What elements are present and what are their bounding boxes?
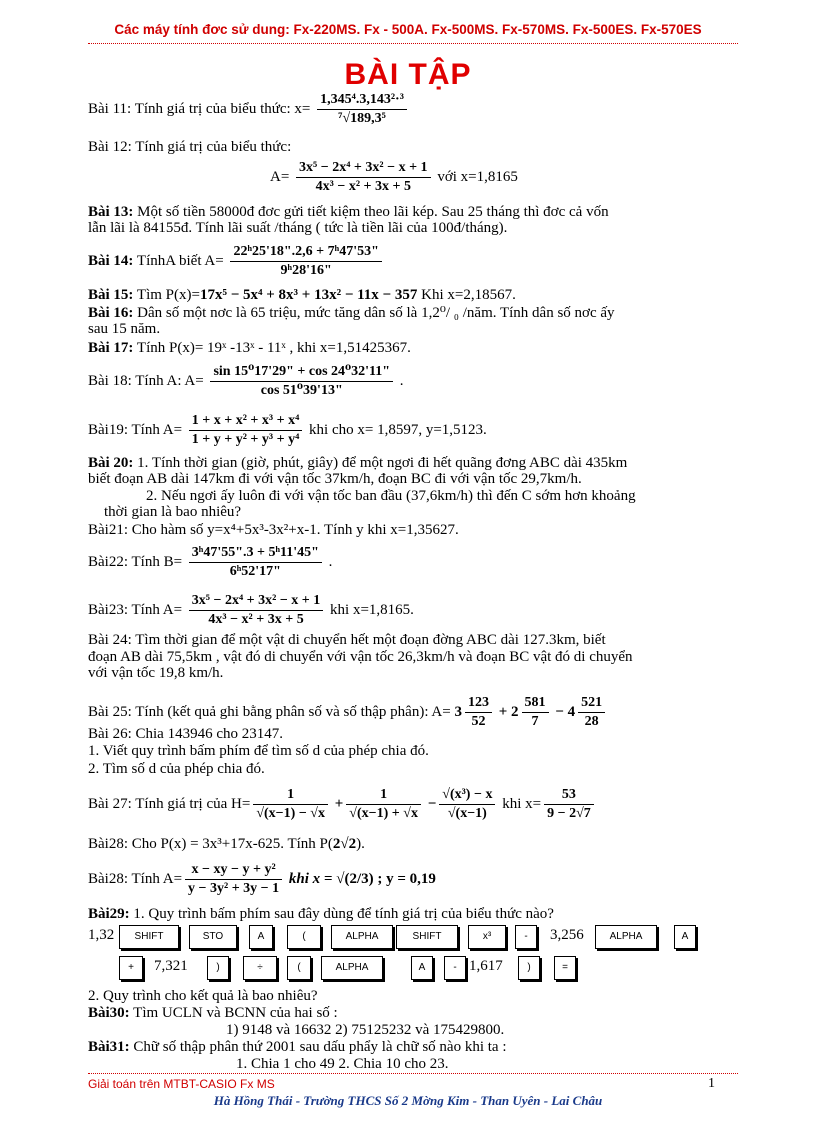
- minus-key[interactable]: -: [515, 925, 537, 949]
- fraction: $\frac{123}{52}$: [465, 695, 492, 730]
- problem-20-line4: thời gian là bao nhiêu?: [104, 504, 242, 520]
- problem-30-line2: 1) 9148 và 16632 2) 75125232 và 175429800.: [226, 1022, 505, 1038]
- problem-20-line2: biết đoạn AB dài 147km đi với vận tốc 37km/h, đoạn BC đi với vận tốc 29,7km/h.: [88, 471, 582, 487]
- fraction: $\frac{\text{x − xy − y + y²}}{\text{y − 3y² + 3y − 1}}$: [185, 862, 282, 897]
- close-paren-key[interactable]: ): [518, 956, 540, 980]
- fraction: $\frac{581}{7}$: [522, 695, 549, 730]
- fraction: $\frac{1}{√(x-1) - √x}$: [253, 787, 328, 822]
- fraction: $\frac{1}{√(x-1) + √x}$: [346, 787, 421, 822]
- problem-16-line2: sau 15 năm.: [88, 321, 161, 337]
- problem-27: Bài 27: Tính giá trị của H= $\frac{1}{√(x-1) - √x}$ + $\frac{1}{√(x-1) + √x}$ − $\frac{\text{√(x³) − x}}{√(x-1)}$ khi x= $\frac{53}{9 - 2√7}$: [88, 787, 597, 822]
- problem-24-line2: đoạn AB dài 75,5km , vật đó di chuyển với vận tốc 26,3km/h và đoạn BC vật đó di chuyển: [88, 649, 633, 665]
- alpha-key[interactable]: ALPHA: [331, 925, 393, 949]
- problem-23: Bài23: Tính A= $\frac{\text{3x⁵ − 2x⁴ + 3x² − x + 1}}{\text{4x³ − x² + 3x + 5}}$ khi x=1,8165.: [88, 593, 414, 627]
- header-divider: [88, 43, 738, 44]
- footer-title: Giải toán trên MTBT-CASIO Fx MS: [88, 1077, 275, 1091]
- sto-key[interactable]: STO: [189, 925, 237, 949]
- a-key[interactable]: A: [249, 925, 273, 949]
- shift-key[interactable]: SHIFT: [119, 925, 179, 949]
- problem-14: Bài 14: TínhA biết A= $\frac{\text{22ʰ25'18".2,6 + 7ʰ47'53"}}{\text{9ʰ28'16"}}$: [88, 244, 385, 279]
- divide-key[interactable]: ÷: [243, 956, 277, 980]
- problem-13-line2: lẫn lãi là 84155đ. Tính lãi suất /tháng ( tức là tiền lãi của 100đ/tháng).: [88, 220, 508, 236]
- fraction: $\frac{521}{28}$: [578, 695, 605, 730]
- problem-26-item1: 1. Viết quy trình bấm phím để tìm số d của phép chia đó.: [88, 743, 429, 759]
- problem-25: Bài 25: Tính (kết quả ghi bằng phân số và số thập phân): A= 3 $\frac{123}{52}$ + 2 $\frac{581}{7}$ − 4 $\frac{521}{28}$: [88, 695, 608, 730]
- problem-24: Bài 24: Tìm thời gian để một vật di chuyển hết một đoạn đờng ABC dài 127.3km, biết: [88, 632, 606, 648]
- problem-12-formula: A= $\frac{\text{3x⁵ − 2x⁴ + 3x² − x + 1}}{\text{4x³ − x² + 3x + 5}}$ với x=1,8165: [270, 160, 518, 194]
- a-key[interactable]: A: [411, 956, 433, 980]
- cube-key[interactable]: x³: [468, 925, 506, 949]
- problem-20-line3: 2. Nếu ngơi ấy luôn đi với vận tốc ban đầu (37,6km/h) thì đến C sớm hơn khoảng: [146, 488, 636, 504]
- fraction: $\frac{\text{3x⁵ − 2x⁴ + 3x² − x + 1}}{\text{4x³ − x² + 3x + 5}}$: [296, 160, 431, 195]
- header-calculator-list: Các máy tính đơc sử dung: Fx-220MS. Fx - 500A. Fx-500MS. Fx-570MS. Fx-500ES. Fx-570ES: [114, 22, 702, 37]
- fraction: $\frac{53}{9 - 2√7}$: [544, 787, 594, 822]
- page-title: BÀI TẬP: [344, 58, 472, 91]
- open-paren-key[interactable]: (: [287, 956, 311, 980]
- fraction: $\frac{\text{3ʰ47'55".3 + 5ʰ11'45"}}{\text{6ʰ52'17"}}$: [189, 545, 322, 580]
- fraction: $\frac{\text{22ʰ25'18".2,6 + 7ʰ47'53"}}{\text{9ʰ28'16"}}$: [230, 244, 381, 279]
- alpha-key[interactable]: ALPHA: [595, 925, 657, 949]
- problem-16: Bài 16: Dân số một nơc là 65 triệu, mức tăng dân số là 1,2⁰/ ₀ /năm. Tính dân số nơc ấy: [88, 305, 615, 321]
- problem-20: Bài 20: 1. Tính thời gian (giờ, phút, giây) để một ngơi đi hết quãng đơng ABC dài 435km: [88, 455, 628, 471]
- problem-18: Bài 18: Tính A: A= $\frac{\text{sin 15⁰17'29" + cos 24⁰32'11"}}{\text{cos 51⁰39'13"}}$ .: [88, 364, 404, 398]
- page-number: 1: [708, 1076, 715, 1091]
- footer-author: Hà Hồng Thái - Trường THCS Số 2 Mờng Kim - Than Uyên - Lai Châu: [213, 1093, 603, 1108]
- problem-28b: Bài28: Tính A= $\frac{\text{x − xy − y + y²}}{\text{y − 3y² + 3y − 1}}$ khi x = √(2/3) ; y = 0,19: [88, 862, 436, 896]
- fraction: $\frac{\text{1,345⁴.3,143²·³}}{\text{⁷√189,3⁵}}$: [317, 92, 407, 127]
- problem-22: Bài22: Tính B= $\frac{\text{3ʰ47'55".3 + 5ʰ11'45"}}{\text{6ʰ52'17"}}$ .: [88, 545, 333, 579]
- problem-26-item2: 2. Tìm số d của phép chia đó.: [88, 761, 265, 777]
- keystroke-row-2: + 7,321 ) ÷ ( ALPHA A - 1,617 ) =: [88, 956, 588, 982]
- shift-key[interactable]: SHIFT: [396, 925, 458, 949]
- equals-key[interactable]: =: [554, 956, 576, 980]
- alpha-key[interactable]: ALPHA: [321, 956, 383, 980]
- problem-11: Bài 11: Tính giá trị của biểu thức: x= $\frac{\text{1,345⁴.3,143²·³}}{\text{⁷√189,3⁵}}$: [88, 92, 410, 127]
- footer-divider: [88, 1073, 738, 1074]
- problem-19: Bài19: Tính A= $\frac{\text{1 + x + x² + x³ + x⁴}}{\text{1 + y + y² + y³ + y⁴}}$ khi cho x= 1,8597, y=1,5123.: [88, 413, 487, 447]
- problem-12: Bài 12: Tính giá trị của biểu thức:: [88, 139, 292, 155]
- fraction: $\frac{\text{1 + x + x² + x³ + x⁴}}{\text{1 + y + y² + y³ + y⁴}}$: [189, 413, 303, 448]
- problem-28a: Bài28: Cho P(x) = 3x³+17x-625. Tính P(2√2).: [88, 836, 365, 852]
- problem-30: Bài30: Tìm UCLN và BCNN của hai số :: [88, 1005, 338, 1021]
- problem-15: Bài 15: Tìm P(x)=17x⁵ − 5x⁴ + 8x³ + 13x² − 11x − 357 Khi x=2,18567.: [88, 287, 516, 303]
- keystroke-row-1: 1,32 SHIFT STO A ( ALPHA SHIFT x³ - 3,256 ALPHA A: [88, 925, 708, 951]
- problem-29: Bài29: 1. Quy trình bấm phím sau đây dùng để tính giá trị của biểu thức nào?: [88, 906, 554, 922]
- problem-31-line2: 1. Chia 1 cho 49 2. Chia 10 cho 23.: [236, 1056, 449, 1072]
- problem-13: Bài 13: Một số tiền 58000đ đơc gửi tiết kiệm theo lãi kép. Sau 25 tháng thì đơc cả vốn: [88, 204, 609, 220]
- fraction: $\frac{\text{3x⁵ − 2x⁴ + 3x² − x + 1}}{\text{4x³ − x² + 3x + 5}}$: [189, 593, 324, 628]
- problem-17: Bài 17: Tính P(x)= 19ˣ -13ˣ - 11ˣ , khi x=1,51425367.: [88, 340, 411, 356]
- problem-24-line3: với vận tốc 19,8 km/h.: [88, 665, 224, 681]
- problem-31: Bài31: Chữ số thập phân thứ 2001 sau dấu phẩy là chữ số nào khi ta :: [88, 1039, 507, 1055]
- a-key[interactable]: A: [674, 925, 696, 949]
- minus-key[interactable]: -: [444, 956, 466, 980]
- problem-29-q2: 2. Quy trình cho kết quả là bao nhiêu?: [88, 988, 318, 1004]
- fraction: $\frac{\text{√(x³) − x}}{√(x-1)}$: [439, 787, 495, 822]
- problem-21: Bài21: Cho hàm số y=x⁴+5x³-3x²+x-1. Tính y khi x=1,35627.: [88, 522, 459, 538]
- close-paren-key[interactable]: ): [207, 956, 229, 980]
- fraction: $\frac{\text{sin 15⁰17'29" + cos 24⁰32'11"}}{\text{cos 51⁰39'13"}}$: [210, 364, 393, 399]
- problem-26: Bài 26: Chia 143946 cho 23147.: [88, 726, 283, 742]
- open-paren-key[interactable]: (: [287, 925, 321, 949]
- plus-key[interactable]: +: [119, 956, 143, 980]
